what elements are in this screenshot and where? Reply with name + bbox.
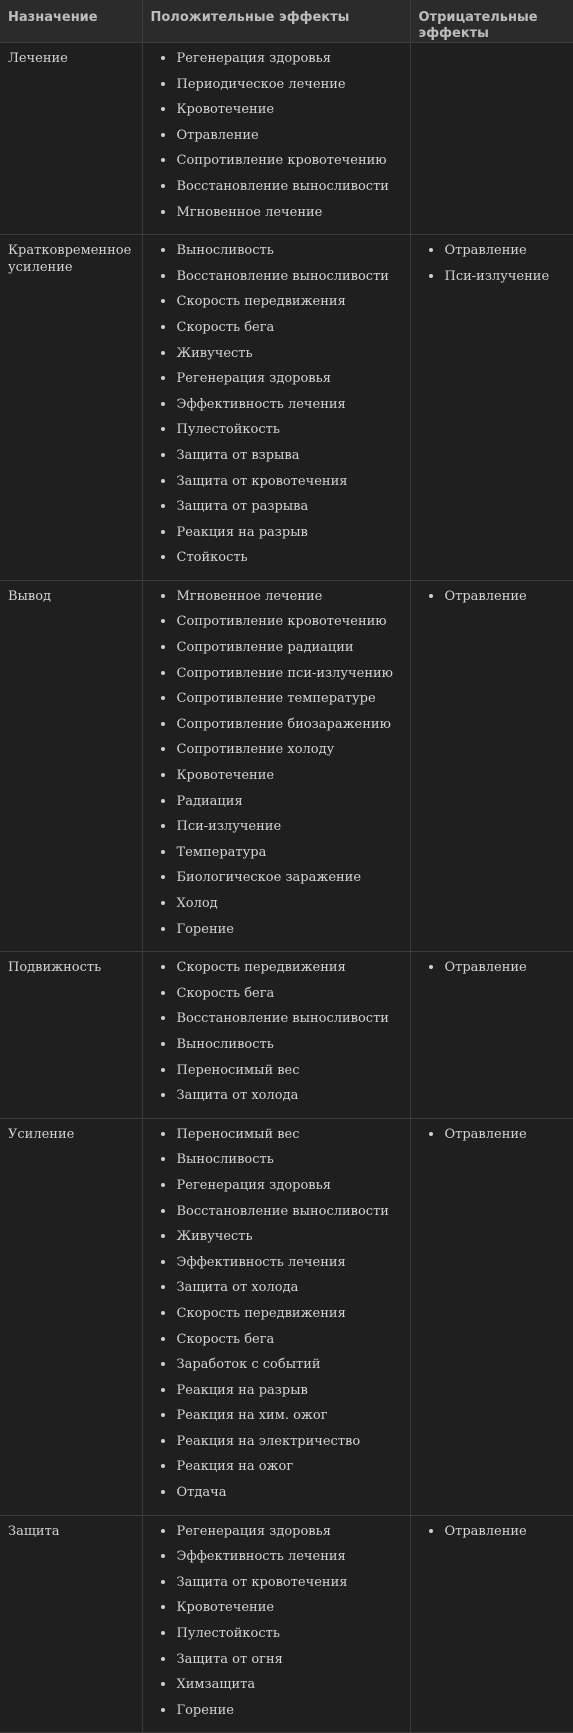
table-row	[0, 952, 573, 1119]
positive-effect-item: Кровотечение	[151, 1598, 400, 1624]
positive-effect-item: Температура	[151, 843, 400, 869]
positive-effects-list	[151, 49, 400, 228]
positive-effect-item: Переносимый вес	[151, 1125, 400, 1151]
purpose-cell: Защита	[0, 1515, 142, 1733]
positive-effect-item: Сопротивление температуре	[151, 689, 400, 715]
positive-effect-item: Отравление	[151, 126, 400, 152]
positive-effect-item: Скорость передвижения	[151, 1304, 400, 1330]
positive-effect-item: Кровотечение	[151, 766, 400, 792]
header-purpose: Назначение	[0, 0, 142, 43]
positive-effect-item: Защита от взрыва	[151, 446, 400, 472]
positive-effect-item: Горение	[151, 920, 400, 946]
positive-effect-item: Скорость передвижения	[151, 958, 400, 984]
positive-effect-item: Восстановление выносливости	[151, 267, 400, 293]
positive-effect-item: Холод	[151, 894, 400, 920]
table-row	[0, 1118, 573, 1515]
positive-effect-item: Регенерация здоровья	[151, 49, 400, 75]
purpose-cell: Лечение	[0, 43, 142, 235]
positive-effect-item: Эффективность лечения	[151, 1547, 400, 1573]
table-body	[0, 43, 573, 1733]
positive-effect-item: Сопротивление холоду	[151, 740, 400, 766]
positive-effect-item: Сопротивление радиации	[151, 638, 400, 664]
header-positive-effects: Положительные эффекты	[142, 0, 410, 43]
negative-effects-list	[419, 1125, 564, 1151]
positive-effect-item: Мгновенное лечение	[151, 203, 400, 229]
table-row	[0, 580, 573, 951]
purpose-cell: Вывод	[0, 580, 142, 951]
positive-effects-list	[151, 1125, 400, 1509]
positive-effect-item: Пси-излучение	[151, 817, 400, 843]
positive-effect-item: Выносливость	[151, 241, 400, 267]
positive-effect-item: Горение	[151, 1701, 400, 1727]
positive-effects-cell	[142, 952, 410, 1119]
positive-effect-item: Скорость передвижения	[151, 292, 400, 318]
purpose-cell: Подвижность	[0, 952, 142, 1119]
positive-effect-item: Кровотечение	[151, 100, 400, 126]
positive-effect-item: Отдача	[151, 1483, 400, 1509]
header-row	[0, 0, 573, 43]
negative-effects-cell	[410, 235, 573, 581]
positive-effect-item: Живучесть	[151, 344, 400, 370]
negative-effects-cell	[410, 952, 573, 1119]
positive-effect-item: Скорость бега	[151, 1330, 400, 1356]
positive-effect-item: Мгновенное лечение	[151, 587, 400, 613]
positive-effect-item: Сопротивление пси-излучению	[151, 664, 400, 690]
positive-effect-item: Регенерация здоровья	[151, 1176, 400, 1202]
negative-effects-list	[419, 241, 564, 292]
negative-effects-cell	[410, 580, 573, 951]
positive-effect-item: Защита от огня	[151, 1650, 400, 1676]
positive-effect-item: Выносливость	[151, 1150, 400, 1176]
positive-effect-item: Реакция на разрыв	[151, 1381, 400, 1407]
positive-effect-item: Периодическое лечение	[151, 75, 400, 101]
negative-effect-item: Пси-излучение	[419, 267, 564, 293]
positive-effect-item: Регенерация здоровья	[151, 1522, 400, 1548]
positive-effect-item: Защита от разрыва	[151, 497, 400, 523]
negative-effects-list	[419, 1522, 564, 1548]
positive-effect-item: Сопротивление биозаражению	[151, 715, 400, 741]
positive-effect-item: Восстановление выносливости	[151, 177, 400, 203]
positive-effects-list	[151, 587, 400, 945]
table-row	[0, 43, 573, 235]
negative-effect-item: Отравление	[419, 587, 564, 613]
positive-effect-item: Скорость бега	[151, 318, 400, 344]
positive-effects-cell	[142, 43, 410, 235]
positive-effects-list	[151, 1522, 400, 1727]
positive-effect-item: Защита от кровотечения	[151, 1573, 400, 1599]
positive-effect-item: Защита от холода	[151, 1086, 400, 1112]
positive-effect-item: Эффективность лечения	[151, 395, 400, 421]
positive-effect-item: Радиация	[151, 792, 400, 818]
positive-effect-item: Реакция на хим. ожог	[151, 1406, 400, 1432]
negative-effect-item: Отравление	[419, 241, 564, 267]
negative-effect-item: Отравление	[419, 958, 564, 984]
header-negative-effects: Отрицательные эффекты	[410, 0, 573, 43]
positive-effect-item: Реакция на электричество	[151, 1432, 400, 1458]
positive-effects-list	[151, 241, 400, 574]
positive-effect-item: Переносимый вес	[151, 1061, 400, 1087]
positive-effect-item: Биологическое заражение	[151, 868, 400, 894]
positive-effect-item: Защита от холода	[151, 1278, 400, 1304]
negative-effects-list	[419, 587, 564, 613]
positive-effect-item: Восстановление выносливости	[151, 1202, 400, 1228]
positive-effects-cell	[142, 235, 410, 581]
positive-effect-item: Живучесть	[151, 1227, 400, 1253]
negative-effects-cell	[410, 1515, 573, 1733]
positive-effect-item: Эффективность лечения	[151, 1253, 400, 1279]
positive-effects-cell	[142, 580, 410, 951]
table-header	[0, 0, 573, 43]
table-row	[0, 235, 573, 581]
negative-effects-cell	[410, 43, 573, 235]
positive-effect-item: Заработок с событий	[151, 1355, 400, 1381]
purpose-cell: Усиление	[0, 1118, 142, 1515]
positive-effects-cell	[142, 1515, 410, 1733]
positive-effect-item: Реакция на разрыв	[151, 523, 400, 549]
positive-effect-item: Скорость бега	[151, 984, 400, 1010]
positive-effect-item: Реакция на ожог	[151, 1457, 400, 1483]
positive-effect-item: Пулестойкость	[151, 1624, 400, 1650]
negative-effects-cell	[410, 1118, 573, 1515]
positive-effect-item: Выносливость	[151, 1035, 400, 1061]
positive-effects-list	[151, 958, 400, 1112]
positive-effect-item: Стойкость	[151, 548, 400, 574]
positive-effect-item: Пулестойкость	[151, 420, 400, 446]
positive-effects-cell	[142, 1118, 410, 1515]
negative-effect-item: Отравление	[419, 1125, 564, 1151]
negative-effects-list	[419, 958, 564, 984]
positive-effect-item: Защита от кровотечения	[151, 472, 400, 498]
positive-effect-item: Сопротивление кровотечению	[151, 151, 400, 177]
positive-effect-item: Восстановление выносливости	[151, 1009, 400, 1035]
purpose-cell: Кратковременное усиление	[0, 235, 142, 581]
positive-effect-item: Сопротивление кровотечению	[151, 612, 400, 638]
table-row	[0, 1515, 573, 1733]
negative-effect-item: Отравление	[419, 1522, 564, 1548]
positive-effect-item: Химзащита	[151, 1675, 400, 1701]
positive-effect-item: Регенерация здоровья	[151, 369, 400, 395]
